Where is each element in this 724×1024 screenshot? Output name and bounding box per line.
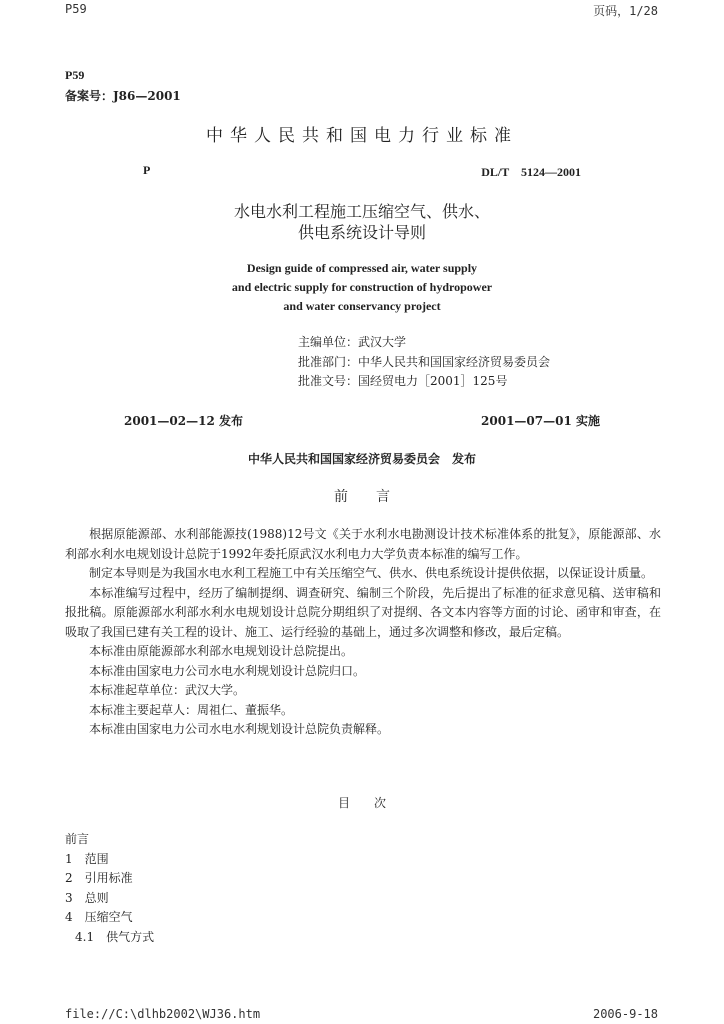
approval-info <box>298 333 550 392</box>
title-en-line-2: and electric supply for construction of hydropower <box>231 280 493 294</box>
record-number: 备案号：J86—2001 <box>65 89 181 103</box>
title-en <box>0 259 724 316</box>
foreword-paragraph: 本标准由国家电力公司水电水利规划设计总院负责解释。 <box>89 722 390 736</box>
print-header-right: 页码，1/28 <box>593 4 658 18</box>
foreword-paragraph: 根据原能源部、水利部能源技(1988)12号文《关于水利水电勘测设计技术标准体系的批复》，原能源部、水利部水利水电规划设计总院于1992年委托原武汉水利电力大学负责本标准的编写工作。 <box>65 527 661 561</box>
title-cn-line-2: 供电系统设计导则 <box>297 223 426 242</box>
classification-label: P <box>143 163 151 177</box>
print-header-left: P59 <box>65 2 87 16</box>
publisher: 中华人民共和国国家经济贸易委员会 发布 <box>247 452 476 466</box>
toc-item-air-supply-mode[interactable]: 4.1 供气方式 <box>75 929 155 944</box>
toc-item-foreword[interactable]: 前言 <box>65 832 90 846</box>
doc-code: P59 <box>65 68 85 82</box>
effective-date: 2001—07—01 实施 <box>481 414 600 428</box>
foreword-paragraph: 本标准主要起草人：周祖仁、董振华。 <box>89 702 294 717</box>
toc-item-references[interactable]: 2 引用标准 <box>65 871 133 885</box>
title-cn-line-1: 水电水利工程施工压缩空气、供水、 <box>233 202 490 221</box>
foreword-title: 前 言 <box>334 489 390 505</box>
foreword-paragraph: 本标准起草单位：武汉大学。 <box>89 683 246 697</box>
foreword-body <box>65 525 661 740</box>
toc-item-general[interactable]: 3 总则 <box>65 890 109 905</box>
foreword-paragraph: 本标准编写过程中，经历了编制提纲、调查研究、编制三个阶段，先后提出了标准的征求意见稿、送审稿和报批稿。原能源部水利部水利水电规划设计总院分期组织了对提纲、各文本内容等方面的讨论、函审和审查，在吸取了我国已建有关工程的设计、施工、运行经验的基础上，通过多次调整和修改，最后定稿。 <box>65 585 661 639</box>
approval-document-number: 批准文号：国经贸电力［2001］125号 <box>298 374 508 388</box>
title-en-line-3: and water conservancy project <box>283 299 441 313</box>
standard-title: 中华人民共和国电力行业标准 <box>206 126 518 146</box>
toc-title: 目 次 <box>337 796 386 810</box>
toc-item-scope[interactable]: 1 范围 <box>65 851 109 866</box>
title-cn <box>0 201 724 243</box>
table-of-contents <box>65 830 154 947</box>
print-footer-url: file://C:\dlhb2002\WJ36.htm <box>65 1007 261 1021</box>
standard-number: DL/T 5124—2001 <box>481 165 581 179</box>
release-date: 2001—02—12 发布 <box>124 414 243 428</box>
foreword-paragraph: 本标准由国家电力公司水电水利规划设计总院归口。 <box>89 663 366 678</box>
foreword-paragraph: 本标准由原能源部水利部水电规划设计总院提出。 <box>89 644 354 658</box>
foreword-paragraph: 制定本导则是为我国水电水利工程施工中有关压缩空气、供水、供电系统设计提供依据，以保证设计质量。 <box>89 566 654 580</box>
chief-editor-unit: 主编单位：武汉大学 <box>298 335 407 349</box>
title-en-line-1: Design guide of compressed air, water supply <box>246 261 478 275</box>
print-footer-date: 2006-9-18 <box>592 1007 658 1021</box>
approval-department: 批准部门：中华人民共和国国家经济贸易委员会 <box>298 354 551 369</box>
toc-item-compressed-air[interactable]: 4 压缩空气 <box>65 910 133 924</box>
